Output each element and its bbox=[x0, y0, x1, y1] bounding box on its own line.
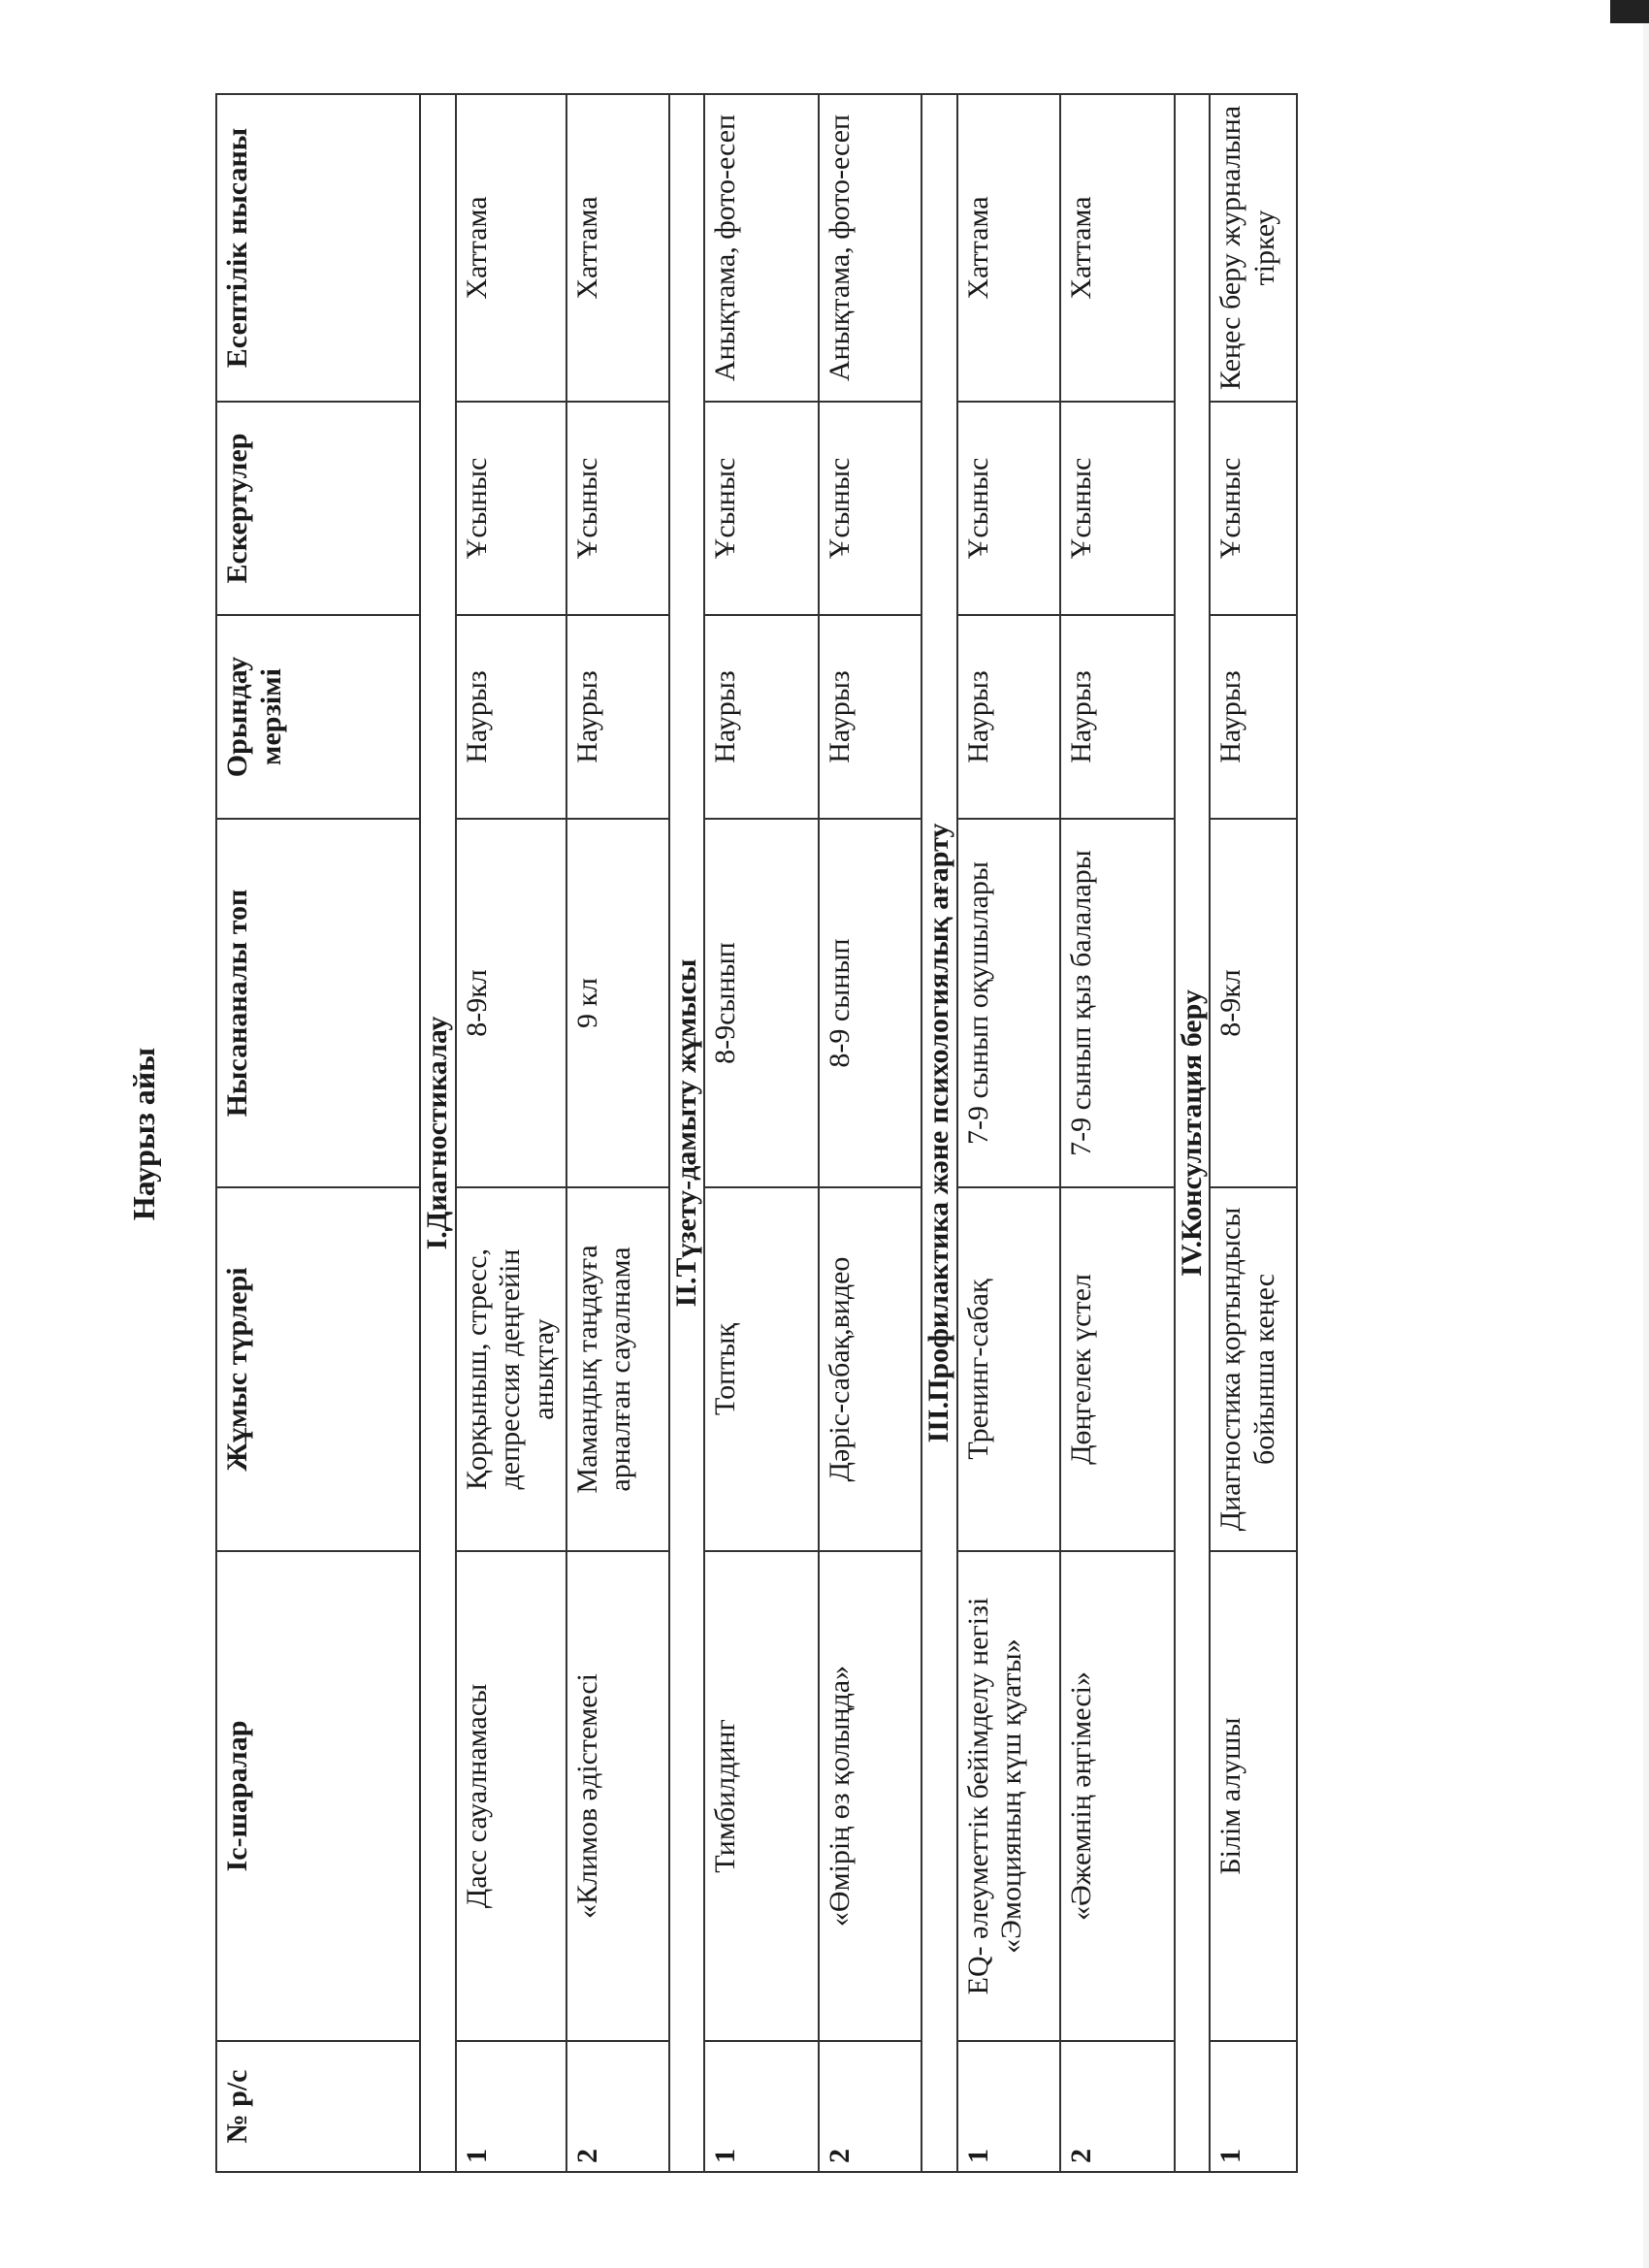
row-num: 2 bbox=[566, 2041, 669, 2172]
row-event: EQ- әлеуметтік бейімделу негізі «Эмоцияның күш қуаты» bbox=[957, 1551, 1060, 2041]
header-deadline: Орындау мерзімі bbox=[216, 615, 420, 819]
row-num: 1 bbox=[1210, 2041, 1297, 2172]
row-work-type: Қорқыныш, стресс, депрессия деңгейін анықтау bbox=[456, 1187, 566, 1551]
section-row bbox=[922, 94, 957, 2172]
row-event: «Өмірің өз қолыңда» bbox=[819, 1551, 922, 2041]
row-note: Ұсыныс bbox=[566, 402, 669, 615]
row-note: Ұсыныс bbox=[819, 402, 922, 615]
header-report-form: Есептілік нысаны bbox=[216, 94, 420, 402]
row-deadline: Наурыз bbox=[566, 615, 669, 819]
row-note: Ұсыныс bbox=[704, 402, 819, 615]
row-work-type: Мамандық таңдауға арналған сауалнама bbox=[566, 1187, 669, 1551]
row-note: Ұсыныс bbox=[1060, 402, 1175, 615]
row-deadline: Наурыз bbox=[456, 615, 566, 819]
row-work-type: Дөңгелек үстел bbox=[1060, 1187, 1175, 1551]
row-work-type: Диагностика қортындысы бойынша кеңес bbox=[1210, 1187, 1297, 1551]
row-num: 1 bbox=[456, 2041, 566, 2172]
section-title: ІІІ.Профилактика және психологиялық ағарту bbox=[922, 94, 957, 2172]
row-report: Анықтама, фото-есеп bbox=[819, 94, 922, 402]
row-work-type: Тренинг-сабақ bbox=[957, 1187, 1060, 1551]
row-deadline: Наурыз bbox=[704, 615, 819, 819]
row-group: 8-9кл bbox=[456, 819, 566, 1187]
row-report: Хаттама bbox=[957, 94, 1060, 402]
page-title: Наурыз айы bbox=[126, 1047, 161, 1221]
row-report: Кеңес беру журналына тіркеу bbox=[1210, 94, 1297, 402]
row-group: 8-9 сынып bbox=[819, 819, 922, 1187]
row-report: Анықтама, фото-есеп bbox=[704, 94, 819, 402]
row-report: Хаттама bbox=[456, 94, 566, 402]
header-target-group: Нысананалы топ bbox=[216, 819, 420, 1187]
row-num: 1 bbox=[704, 2041, 819, 2172]
table-row bbox=[566, 94, 669, 2172]
table-row bbox=[456, 94, 566, 2172]
row-event: Тимбилдинг bbox=[704, 1551, 819, 2041]
section-title: ІV.Консультация беру bbox=[1175, 94, 1211, 2172]
row-work-type: Дәріс-сабақ,видео bbox=[819, 1187, 922, 1551]
row-note: Ұсыныс bbox=[1210, 402, 1297, 615]
row-event: «Әжемнің әңгімесі» bbox=[1060, 1551, 1175, 2041]
table-row bbox=[704, 94, 819, 2172]
section-title: ІІ.Түзету-дамыту жұмысы bbox=[669, 94, 705, 2172]
row-group: 7-9 сынып қыз балалары bbox=[1060, 819, 1175, 1187]
row-note: Ұсыныс bbox=[957, 402, 1060, 615]
row-report: Хаттама bbox=[1060, 94, 1175, 402]
table-row bbox=[819, 94, 922, 2172]
section-row bbox=[420, 94, 456, 2172]
table-row bbox=[957, 94, 1060, 2172]
header-notes: Ескертулер bbox=[216, 402, 420, 615]
row-event: Дасс сауалнамасы bbox=[456, 1551, 566, 2041]
row-note: Ұсыныс bbox=[456, 402, 566, 615]
row-num: 2 bbox=[1060, 2041, 1175, 2172]
table-header-row bbox=[216, 94, 420, 2172]
header-events: Іс-шаралар bbox=[216, 1551, 420, 2041]
work-plan-table bbox=[215, 93, 1298, 2173]
row-num: 1 bbox=[957, 2041, 1060, 2172]
row-deadline: Наурыз bbox=[1060, 615, 1175, 819]
row-group: 9 кл bbox=[566, 819, 669, 1187]
row-event: Білім алушы bbox=[1210, 1551, 1297, 2041]
table-row bbox=[1060, 94, 1175, 2172]
row-group: 7-9 сынып оқушылары bbox=[957, 819, 1060, 1187]
row-work-type: Топтық bbox=[704, 1187, 819, 1551]
header-work-types: Жұмыс түрлері bbox=[216, 1187, 420, 1551]
row-deadline: Наурыз bbox=[819, 615, 922, 819]
row-report: Хаттама bbox=[566, 94, 669, 402]
row-group: 8-9кл bbox=[1210, 819, 1297, 1187]
row-deadline: Наурыз bbox=[957, 615, 1060, 819]
row-deadline: Наурыз bbox=[1210, 615, 1297, 819]
header-num: № р/с bbox=[216, 2041, 420, 2172]
row-event: «Климов әдістемесі bbox=[566, 1551, 669, 2041]
table-row bbox=[1210, 94, 1297, 2172]
row-num: 2 bbox=[819, 2041, 922, 2172]
section-title: І.Диагностикалау bbox=[420, 94, 456, 2172]
row-group: 8-9сынып bbox=[704, 819, 819, 1187]
section-row bbox=[1175, 94, 1211, 2172]
section-row bbox=[669, 94, 705, 2172]
